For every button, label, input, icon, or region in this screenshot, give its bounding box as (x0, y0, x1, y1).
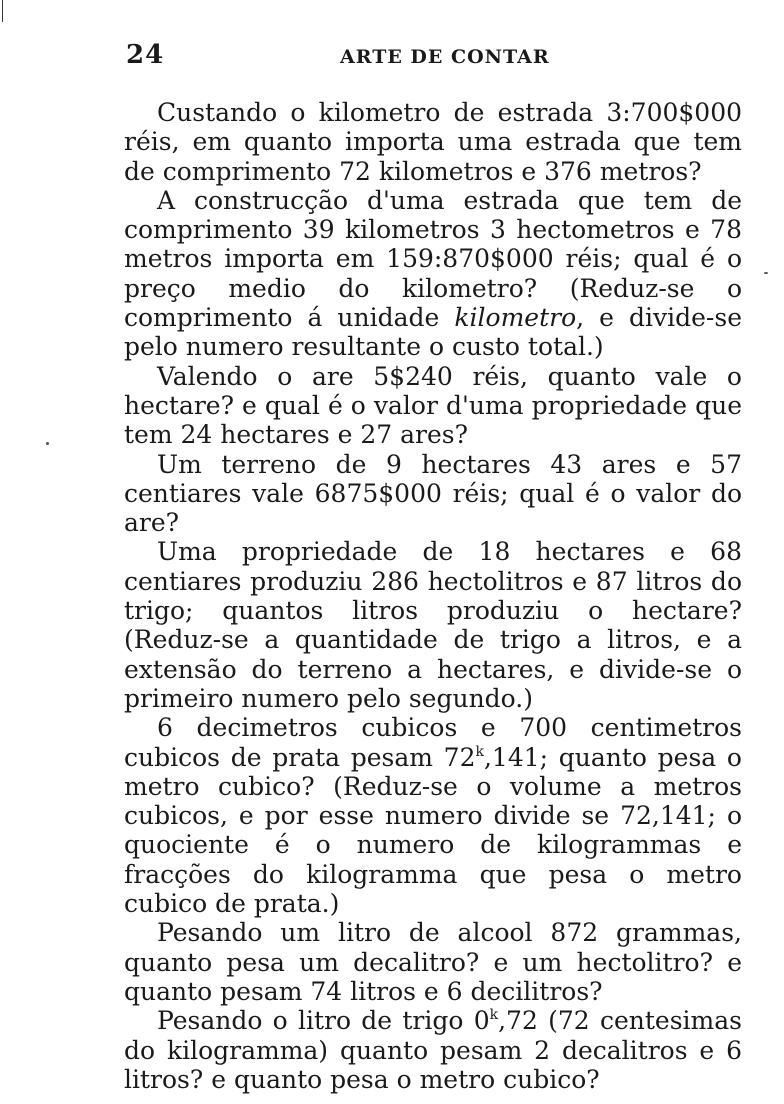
paragraph-text: 6 decimetros cubicos e 700 centimetros cubicos de prata pesam 72 (124, 713, 742, 772)
unit-superscript: k (475, 743, 484, 760)
paragraph-text: A construcção d'uma estrada que tem de comprimento 39 kilometros 3 hectometros e 78 metros importa em 159:870$000 réis; qual é o preço medio do kilometro? (Reduz-se o comprimento á unidade (124, 185, 742, 333)
paragraph: Pesando um litro de alcool 872 grammas, quanto pesa um decalitro? e um hectolitro? e quanto pesam 74 litros e 6 decilitros? (124, 918, 742, 1006)
body-text (124, 98, 742, 1094)
paragraph: Uma propriedade de 18 hectares e 68 centiares produziu 286 hectolitros e 87 litros do trigo; quantos litros produziu o hectare? (Reduz-se a quantidade de trigo a litros, e a extensão do terreno a hectares, e divide-se o primeiro numero pelo segundo.) (124, 537, 742, 713)
scan-edge-mark (2, 0, 3, 22)
paragraph (124, 713, 742, 918)
running-head: ARTE DE CONTAR (340, 46, 550, 68)
paragraph: Um terreno de 9 hectares 43 ares e 57 centiares vale 6875$000 réis; qual é o valor do are? (124, 449, 742, 538)
scan-speck (46, 442, 49, 445)
paragraph (124, 186, 742, 362)
page-number: 24 (126, 40, 165, 70)
scan-speck (764, 272, 768, 274)
paragraph (124, 1006, 742, 1094)
paragraph-text: ,141; quanto pesa o metro cubico? (Reduz-se o volume a metros cubicos, e por esse numero divide se 72,141; o quociente é o numero de kilogrammas e fracções do kilogramma que pesa o metro cubico de prata.) (124, 742, 742, 919)
paragraph-text: ,72 (72 centesimas do kilogramma) quanto pesam 2 decalitros e 6 litros? e quanto pesa o metro cubico? (124, 1006, 742, 1094)
paragraph: Custando o kilometro de estrada 3:700$000 réis, em quanto importa uma estrada que tem de comprimento 72 kilometros e 376 metros? (124, 98, 742, 186)
paragraph-text: Pesando o litro de trigo 0 (157, 1006, 490, 1036)
paragraph: Valendo o are 5$240 réis, quanto vale o hectare? e qual é o valor d'uma propriedade que tem 24 hectares e 27 ares? (124, 361, 742, 450)
page-header (126, 40, 741, 74)
unit-superscript: k (489, 1007, 499, 1024)
paragraph-text: , e divide-se pelo numero resultante o custo total.) (124, 303, 742, 362)
italic-term: kilometro (454, 303, 577, 333)
